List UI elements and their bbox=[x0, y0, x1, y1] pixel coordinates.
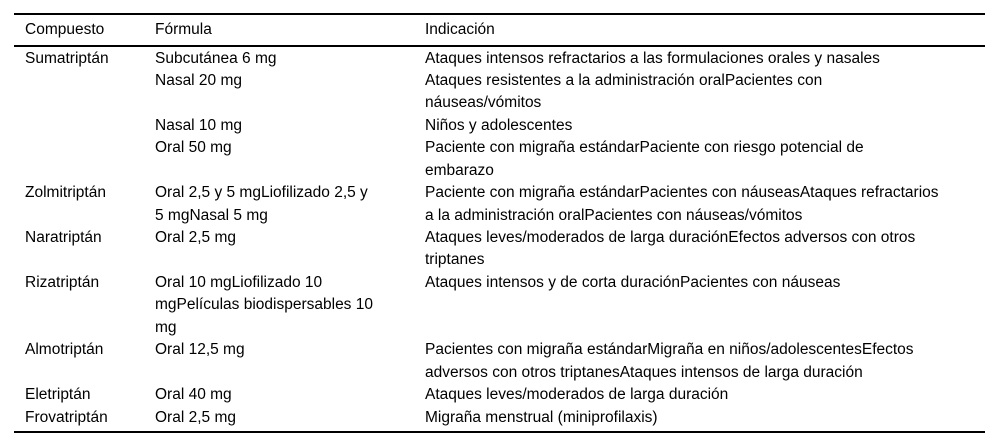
compound-name: Naratriptán bbox=[25, 229, 102, 246]
compound-name: Rizatriptán bbox=[25, 273, 100, 291]
table-row bbox=[14, 407, 985, 429]
compound-cell bbox=[25, 182, 155, 227]
indication-line: embarazo bbox=[425, 161, 494, 179]
compound-name: Almotriptán bbox=[25, 341, 104, 359]
indication-cell bbox=[425, 407, 985, 429]
indication-cell bbox=[425, 48, 985, 70]
table-header-row bbox=[14, 15, 985, 47]
compound-cell bbox=[25, 115, 155, 137]
indication-line: Ataques resistentes a la administración oralPacientes con bbox=[425, 71, 823, 89]
formula-line: mgPelículas biodispersables 10 bbox=[155, 296, 373, 314]
table-row bbox=[14, 384, 985, 406]
compound-cell bbox=[25, 70, 155, 115]
compound-name: Frovatriptán bbox=[25, 408, 108, 426]
compound-cell bbox=[25, 48, 155, 70]
table-row bbox=[14, 182, 985, 227]
formula-line: Nasal 10 mg bbox=[155, 116, 243, 134]
compound-cell bbox=[25, 407, 155, 429]
column-header-indicacion: Indicación bbox=[425, 21, 495, 38]
formula-cell bbox=[155, 272, 425, 339]
compound-cell bbox=[25, 384, 155, 406]
compound-cell bbox=[25, 137, 155, 182]
compound-cell bbox=[25, 339, 155, 384]
table-body bbox=[14, 47, 985, 431]
indication-cell bbox=[425, 115, 985, 137]
indication-cell bbox=[425, 137, 985, 182]
indication-line: triptanes bbox=[425, 251, 485, 269]
indication-cell bbox=[425, 384, 985, 406]
indication-line: Pacientes con migraña estándarMigraña en niños/adolescentesEfectos bbox=[425, 341, 914, 359]
table-row bbox=[14, 137, 985, 182]
table-row bbox=[14, 272, 985, 339]
formula-line: Subcutánea 6 mg bbox=[155, 49, 277, 67]
compound-name: Eletriptán bbox=[25, 386, 91, 404]
formula-cell bbox=[155, 407, 425, 429]
indication-line: Migraña menstrual (miniprofilaxis) bbox=[425, 408, 658, 426]
formula-line: mg bbox=[155, 318, 177, 336]
triptans-table bbox=[14, 13, 985, 433]
table-row bbox=[14, 227, 985, 272]
formula-cell bbox=[155, 227, 425, 272]
formula-cell bbox=[155, 384, 425, 406]
indication-line: adversos con otros triptanesAtaques intensos de larga duración bbox=[425, 363, 863, 381]
formula-cell bbox=[155, 70, 425, 115]
formula-line: Oral 2,5 y 5 mgLiofilizado 2,5 y bbox=[155, 184, 368, 202]
formula-line: Nasal 20 mg bbox=[155, 71, 243, 89]
indication-line: Ataques intensos refractarios a las formulaciones orales y nasales bbox=[425, 49, 880, 67]
indication-cell bbox=[425, 227, 985, 272]
formula-line: Oral 2,5 mg bbox=[155, 229, 236, 246]
formula-line: Oral 40 mg bbox=[155, 386, 232, 404]
indication-cell bbox=[425, 339, 985, 384]
table-row bbox=[14, 70, 985, 115]
indication-line: a la administración oralPacientes con náuseas/vómitos bbox=[425, 206, 803, 224]
formula-line: Oral 50 mg bbox=[155, 139, 232, 157]
indication-line: náuseas/vómitos bbox=[425, 94, 542, 112]
column-header-formula: Fórmula bbox=[155, 21, 212, 38]
compound-cell bbox=[25, 227, 155, 272]
formula-cell bbox=[155, 137, 425, 182]
table-row bbox=[14, 48, 985, 70]
indication-line: Paciente con migraña estándarPacientes con náuseasAtaques refractarios bbox=[425, 184, 939, 202]
indication-line: Niños y adolescentes bbox=[425, 116, 573, 134]
formula-cell bbox=[155, 339, 425, 384]
compound-name: Sumatriptán bbox=[25, 49, 109, 67]
table-row bbox=[14, 339, 985, 384]
table-row bbox=[14, 115, 985, 137]
indication-line: Ataques intensos y de corta duraciónPacientes con náuseas bbox=[425, 273, 841, 291]
formula-cell bbox=[155, 115, 425, 137]
formula-line: 5 mgNasal 5 mg bbox=[155, 206, 268, 224]
indication-line: Paciente con migraña estándarPaciente con riesgo potencial de bbox=[425, 139, 864, 157]
column-header-compuesto: Compuesto bbox=[25, 21, 105, 38]
indication-line: Ataques leves/moderados de larga duraciónEfectos adversos con otros bbox=[425, 229, 916, 246]
indication-cell bbox=[425, 70, 985, 115]
formula-cell bbox=[155, 48, 425, 70]
formula-line: Oral 12,5 mg bbox=[155, 341, 245, 359]
formula-cell bbox=[155, 182, 425, 227]
compound-name: Zolmitriptán bbox=[25, 184, 106, 202]
formula-line: Oral 2,5 mg bbox=[155, 408, 236, 426]
compound-cell bbox=[25, 272, 155, 339]
indication-cell bbox=[425, 182, 985, 227]
formula-line: Oral 10 mgLiofilizado 10 bbox=[155, 273, 323, 291]
indication-line: Ataques leves/moderados de larga duración bbox=[425, 386, 729, 404]
indication-cell bbox=[425, 272, 985, 339]
